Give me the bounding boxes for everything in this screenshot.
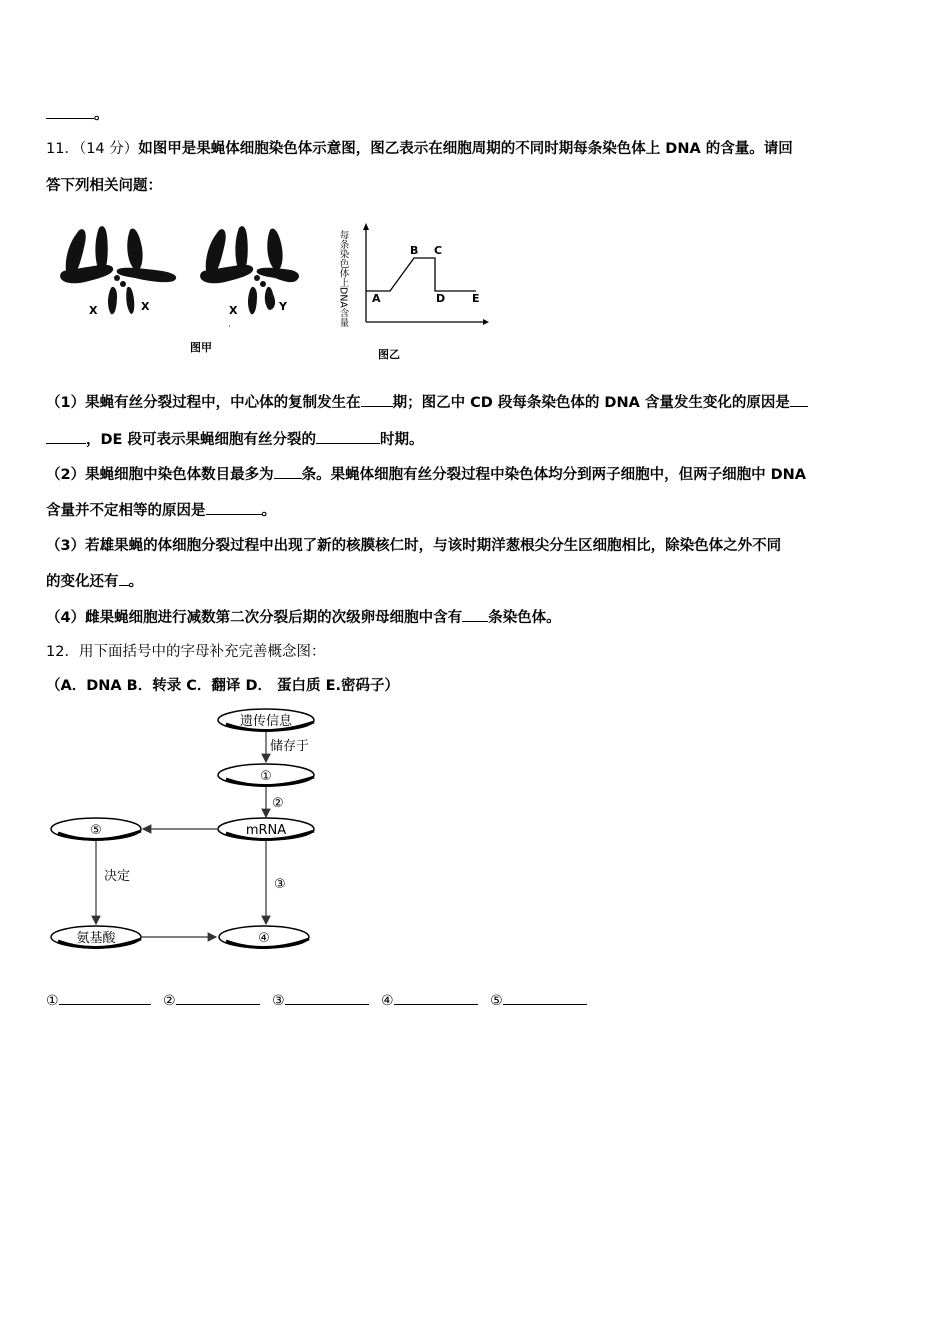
point-label: A (372, 292, 381, 305)
answer-blank[interactable] (206, 500, 262, 515)
q11-sub1-line1: （1）果蝇有丝分裂过程中，中心体的复制发生在 期；图乙中 CD 段每条染色体的 DNA 含量发生变化的原因是 (46, 391, 808, 412)
point-label: B (410, 244, 419, 257)
q12-stem: 12．用下面括号中的字母补充完善概念图： (46, 644, 326, 660)
concept-map (46, 704, 346, 956)
answer-blank[interactable] (316, 429, 380, 444)
svg-text:遗传信息: 遗传信息 (239, 714, 293, 729)
q11-stem-line1 (46, 137, 793, 158)
point-label: C (434, 244, 443, 257)
edge-label-decide: 决定 (104, 869, 131, 884)
q11-sub1-line2: ，DE 段可表示果蝇细胞有丝分裂的 时期。 (46, 428, 424, 449)
node-1 (218, 764, 314, 786)
answer-blank[interactable] (46, 104, 94, 119)
answer-blank[interactable] (59, 990, 151, 1005)
answer-item: ① (46, 993, 151, 1009)
karyotype-female (60, 226, 176, 317)
answer-blank[interactable] (274, 464, 302, 479)
answer-blank[interactable] (503, 990, 587, 1005)
edge-label-2: ② (272, 796, 284, 811)
dna-content-line (366, 258, 476, 291)
q11-sub2-line2: 含量并不定相等的原因是 。 (46, 499, 276, 520)
node-mrna (218, 818, 314, 840)
answer-item: ④ (381, 993, 478, 1009)
q11-sub3-line1: （3）若雄果蝇的体细胞分裂过程中出现了新的核膜核仁时，与该时期洋葱根尖分生区细胞相比，除染色体之外不同 (46, 538, 782, 554)
q11-sub2-line1: （2）果蝇细胞中染色体数目最多为 条。果蝇体细胞有丝分裂过程中染色体均分到两子细胞中，但两子细胞中 DNA (46, 463, 806, 484)
karyotype-male (200, 226, 299, 317)
edge-label-store: 储存于 (270, 739, 310, 754)
question-stem: 如图甲是果蝇体细胞染色体示意图，图乙表示在细胞周期的不同时期每条染色体上 DNA 的含量。请回 (138, 141, 793, 157)
svg-text:氨基酸: 氨基酸 (76, 931, 116, 946)
node-4 (219, 926, 309, 948)
question-number: 11． (46, 141, 79, 157)
q12-options: （A．DNA B．转录 C．翻译 D． 蛋白质 E.密码子） (46, 678, 399, 694)
answer-blank[interactable] (285, 990, 369, 1005)
answer-blank[interactable] (361, 392, 393, 407)
q11-stem-line2: 答下列相关问题： (46, 178, 162, 194)
answer-blank[interactable] (46, 429, 86, 444)
answer-item: ② (163, 993, 260, 1009)
sex-chrom-label: X (89, 304, 98, 317)
q12-answer-row (46, 990, 595, 1009)
sex-chrom-label: X (229, 304, 238, 317)
svg-text:①: ① (260, 769, 272, 784)
answer-blank[interactable] (394, 990, 478, 1005)
node-amino-acid (51, 926, 141, 948)
answer-blank[interactable] (462, 607, 488, 622)
point-label: D (436, 292, 446, 305)
svg-text:④: ④ (258, 931, 270, 946)
question-score: （14 分） (78, 141, 139, 157)
svg-text:mRNA: mRNA (245, 823, 287, 838)
node-genetic-info (218, 709, 314, 731)
figure-yi-ylabel: 每条染色体上DNA含量 (338, 230, 349, 327)
answer-item: ③ (272, 993, 369, 1009)
svg-text:⑤: ⑤ (90, 823, 102, 838)
sex-chrom-label: X (141, 300, 150, 313)
previous-answer-tail: 。 (46, 103, 109, 124)
q11-sub3-line2: 的变化还有 。 (46, 570, 143, 591)
figure-jia-caption: 图甲 (190, 341, 212, 354)
figure-jia (55, 218, 300, 358)
answer-blank[interactable] (119, 571, 129, 586)
q11-sub4: （4）雌果蝇细胞进行减数第二次分裂后期的次级卵母细胞中含有 条染色体。 (46, 606, 561, 627)
answer-item: ⑤ (490, 993, 587, 1009)
edge-label-3: ③ (274, 877, 286, 892)
node-5 (51, 818, 141, 840)
figure-yi (338, 220, 498, 365)
question-number: 12． (46, 644, 79, 660)
point-label: E (472, 292, 480, 305)
answer-blank[interactable] (176, 990, 260, 1005)
svg-text:˙: ˙ (227, 325, 232, 336)
sex-chrom-label: Y (279, 300, 287, 313)
answer-blank[interactable] (790, 392, 808, 407)
figure-yi-caption: 图乙 (378, 348, 400, 361)
